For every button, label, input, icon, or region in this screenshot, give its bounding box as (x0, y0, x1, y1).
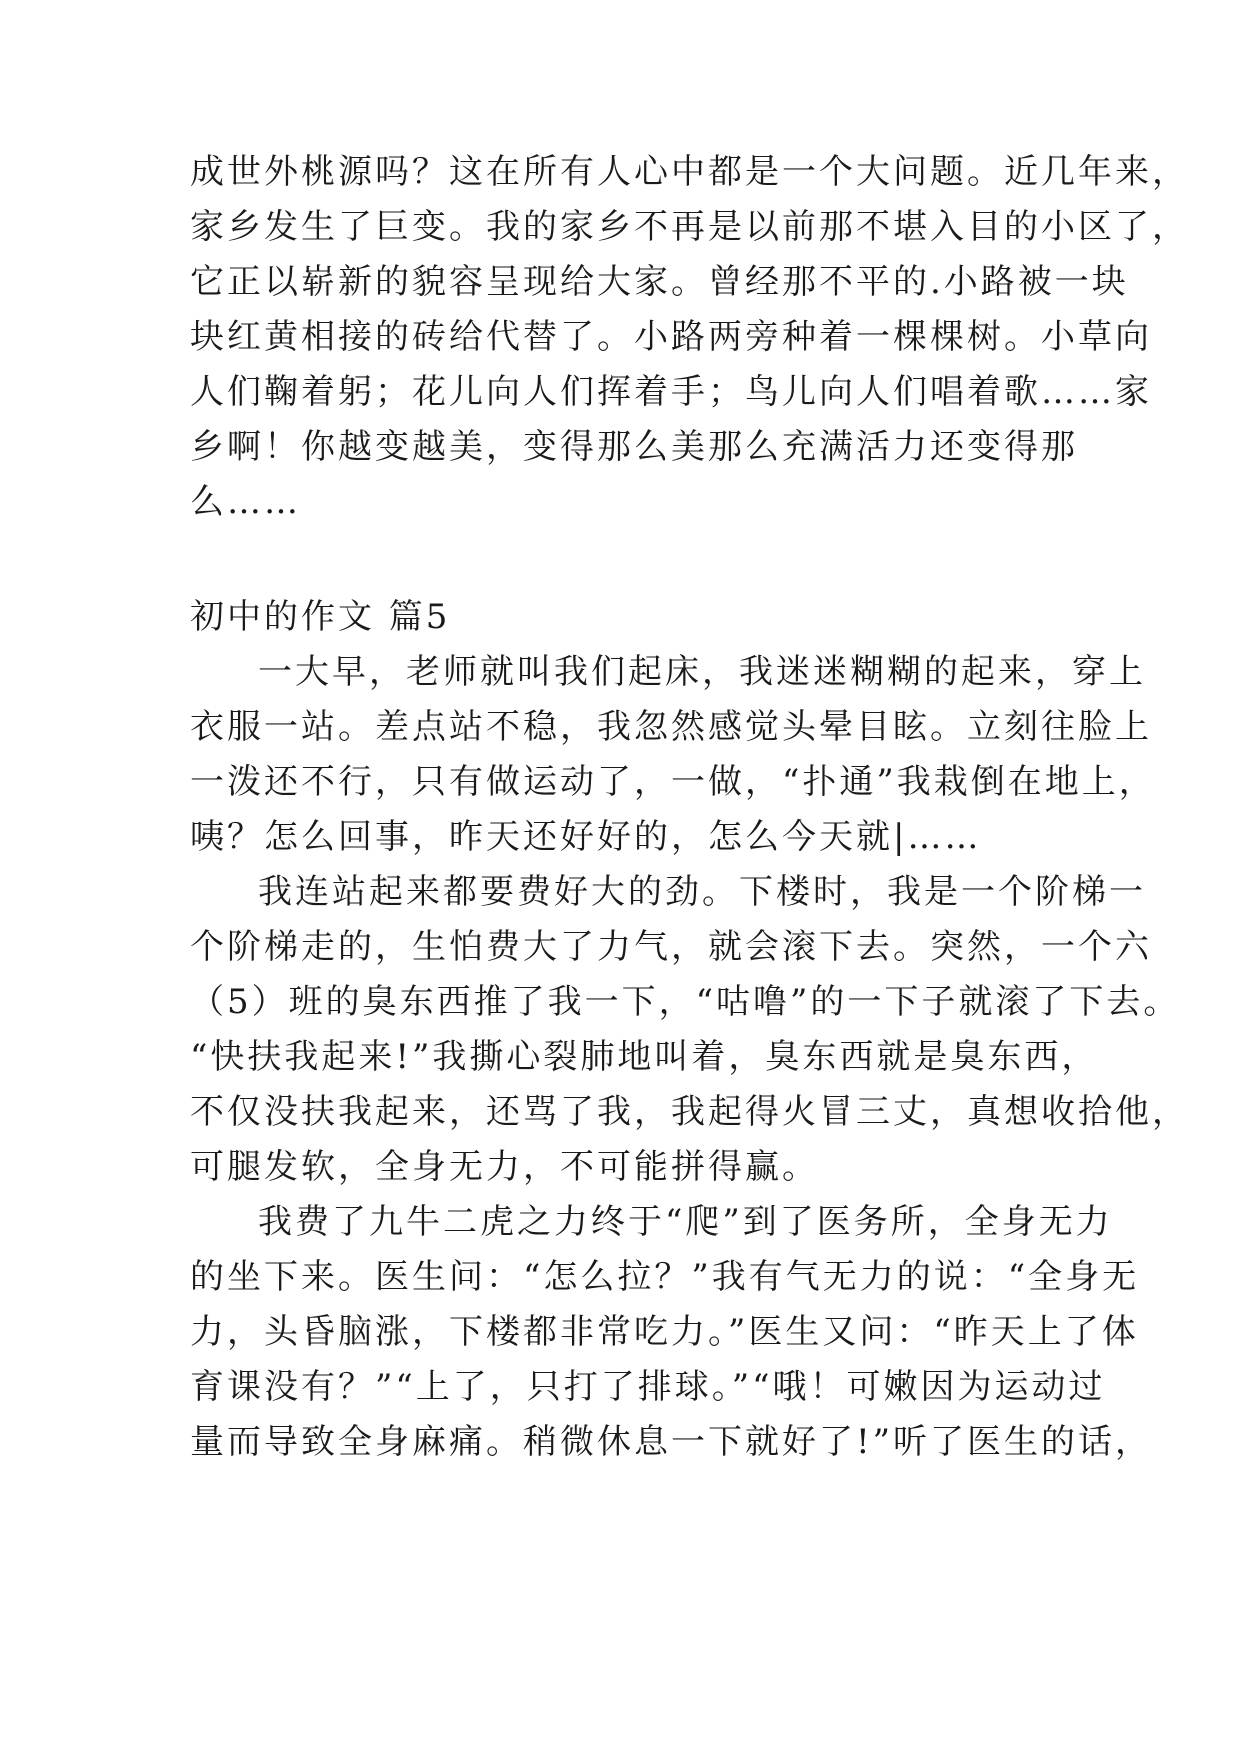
text-line: 成世外桃源吗？这在所有人心中都是一个大问题。近几年来， (190, 152, 1189, 192)
text-line: 育课没有？”“上了，只打了排球。”“哦！可嫩因为运动过 (190, 1367, 1106, 1407)
text-line: 我连站起来都要费好大的劲。下楼时，我是一个阶梯一 (258, 872, 1146, 912)
text-line: 可腿发软，全身无力，不可能拼得赢。 (190, 1147, 819, 1187)
text-line: （5）班的臭东西推了我一下，“咕噜”的一下子就滚了下去。 (190, 982, 1181, 1022)
text-line: 一泼还不行，只有做运动了，一做，“扑通”我栽倒在地上， (190, 762, 1156, 802)
text-line: 量而导致全身麻痛。稍微休息一下就好了!”听了医生的话， (190, 1422, 1153, 1462)
text-line: 不仅没扶我起来，还骂了我，我起得火冒三丈，真想收拾他， (190, 1092, 1189, 1132)
text-line: 我费了九牛二虎之力终于“爬”到了医务所，全身无力 (258, 1202, 1113, 1242)
text-line: 一大早，老师就叫我们起床，我迷迷糊糊的起来，穿上 (258, 652, 1146, 692)
text-line: 么…… (190, 482, 301, 522)
text-line: 块红黄相接的砖给代替了。小路两旁种着一棵棵树。小草向 (190, 317, 1152, 357)
text-line: “快扶我起来!”我撕心裂肺地叫着，臭东西就是臭东西， (190, 1037, 1099, 1077)
text-line: 乡啊！你越变越美，变得那么美那么充满活力还变得那 (190, 427, 1078, 467)
text-line: 衣服一站。差点站不稳，我忽然感觉头晕目眩。立刻往脸上 (190, 707, 1152, 747)
text-line: 个阶梯走的，生怕费大了力气，就会滚下去。突然，一个六 (190, 927, 1152, 967)
text-line: 它正以崭新的貌容呈现给大家。曾经那不平的.小路被一块 (190, 262, 1129, 302)
text-line: 家乡发生了巨变。我的家乡不再是以前那不堪入目的小区了， (190, 207, 1189, 247)
section-title: 初中的作文 篇5 (190, 597, 451, 637)
text-line: 力，头昏脑涨，下楼都非常吃力。”医生又问：“昨天上了体 (190, 1312, 1139, 1352)
text-line: 的坐下来。医生问：“怎么拉？”我有气无力的说：“全身无 (190, 1257, 1140, 1297)
text-line: 咦？怎么回事，昨天还好好的，怎么今天就|…… (190, 817, 982, 857)
text-line: 人们鞠着躬；花儿向人们挥着手；鸟儿向人们唱着歌……家 (190, 372, 1152, 412)
